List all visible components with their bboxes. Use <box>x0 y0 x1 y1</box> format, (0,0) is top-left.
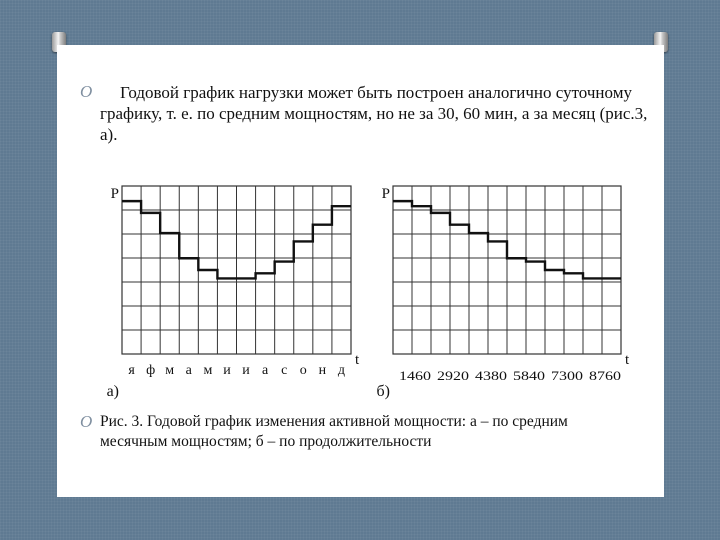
x-tick-label: н <box>318 363 327 378</box>
x-tick-label: 7300 <box>551 369 583 383</box>
x-tick-label: а <box>262 363 269 378</box>
panel-label: б) <box>376 383 390 400</box>
x-axis-label: t <box>355 352 360 368</box>
figure-caption: Рис. 3. Годовой график изменения активной мощности: а – по средним месячным мощностям; б – по продолжительности <box>100 413 568 450</box>
chart-panel-b <box>377 186 630 400</box>
x-tick-label: а <box>185 363 192 378</box>
y-axis-label: P <box>110 186 119 202</box>
bullet-marker-1: O <box>80 82 93 101</box>
x-tick-label: 1460 <box>399 369 431 383</box>
x-tick-label: д <box>337 363 346 378</box>
figure-svg <box>97 170 640 400</box>
x-tick-label: с <box>281 363 288 378</box>
x-axis-label: t <box>625 352 630 368</box>
x-tick-label: и <box>223 363 231 378</box>
bullet-marker-2: O <box>80 412 93 431</box>
x-tick-label: ф <box>146 363 156 378</box>
x-tick-label: и <box>242 363 250 378</box>
panel-label: а) <box>106 383 119 400</box>
x-tick-label: м <box>165 363 175 378</box>
chart-panel-a <box>107 186 360 400</box>
y-axis-label: P <box>381 186 390 202</box>
x-tick-label: о <box>299 363 307 378</box>
x-tick-label: м <box>203 363 213 378</box>
x-tick-label: 4380 <box>475 369 507 383</box>
x-tick-label: я <box>128 363 135 378</box>
figure <box>97 170 640 400</box>
x-tick-label: 2920 <box>437 369 469 383</box>
x-tick-label: 5840 <box>513 369 545 383</box>
x-tick-label: 8760 <box>589 369 621 383</box>
paragraph-text: Годовой график нагрузки может быть построен аналогично суточному графику, т. е. по средним мощностям, но не за 30, 60 мин, а за месяц (рис.3, а). <box>100 83 648 144</box>
